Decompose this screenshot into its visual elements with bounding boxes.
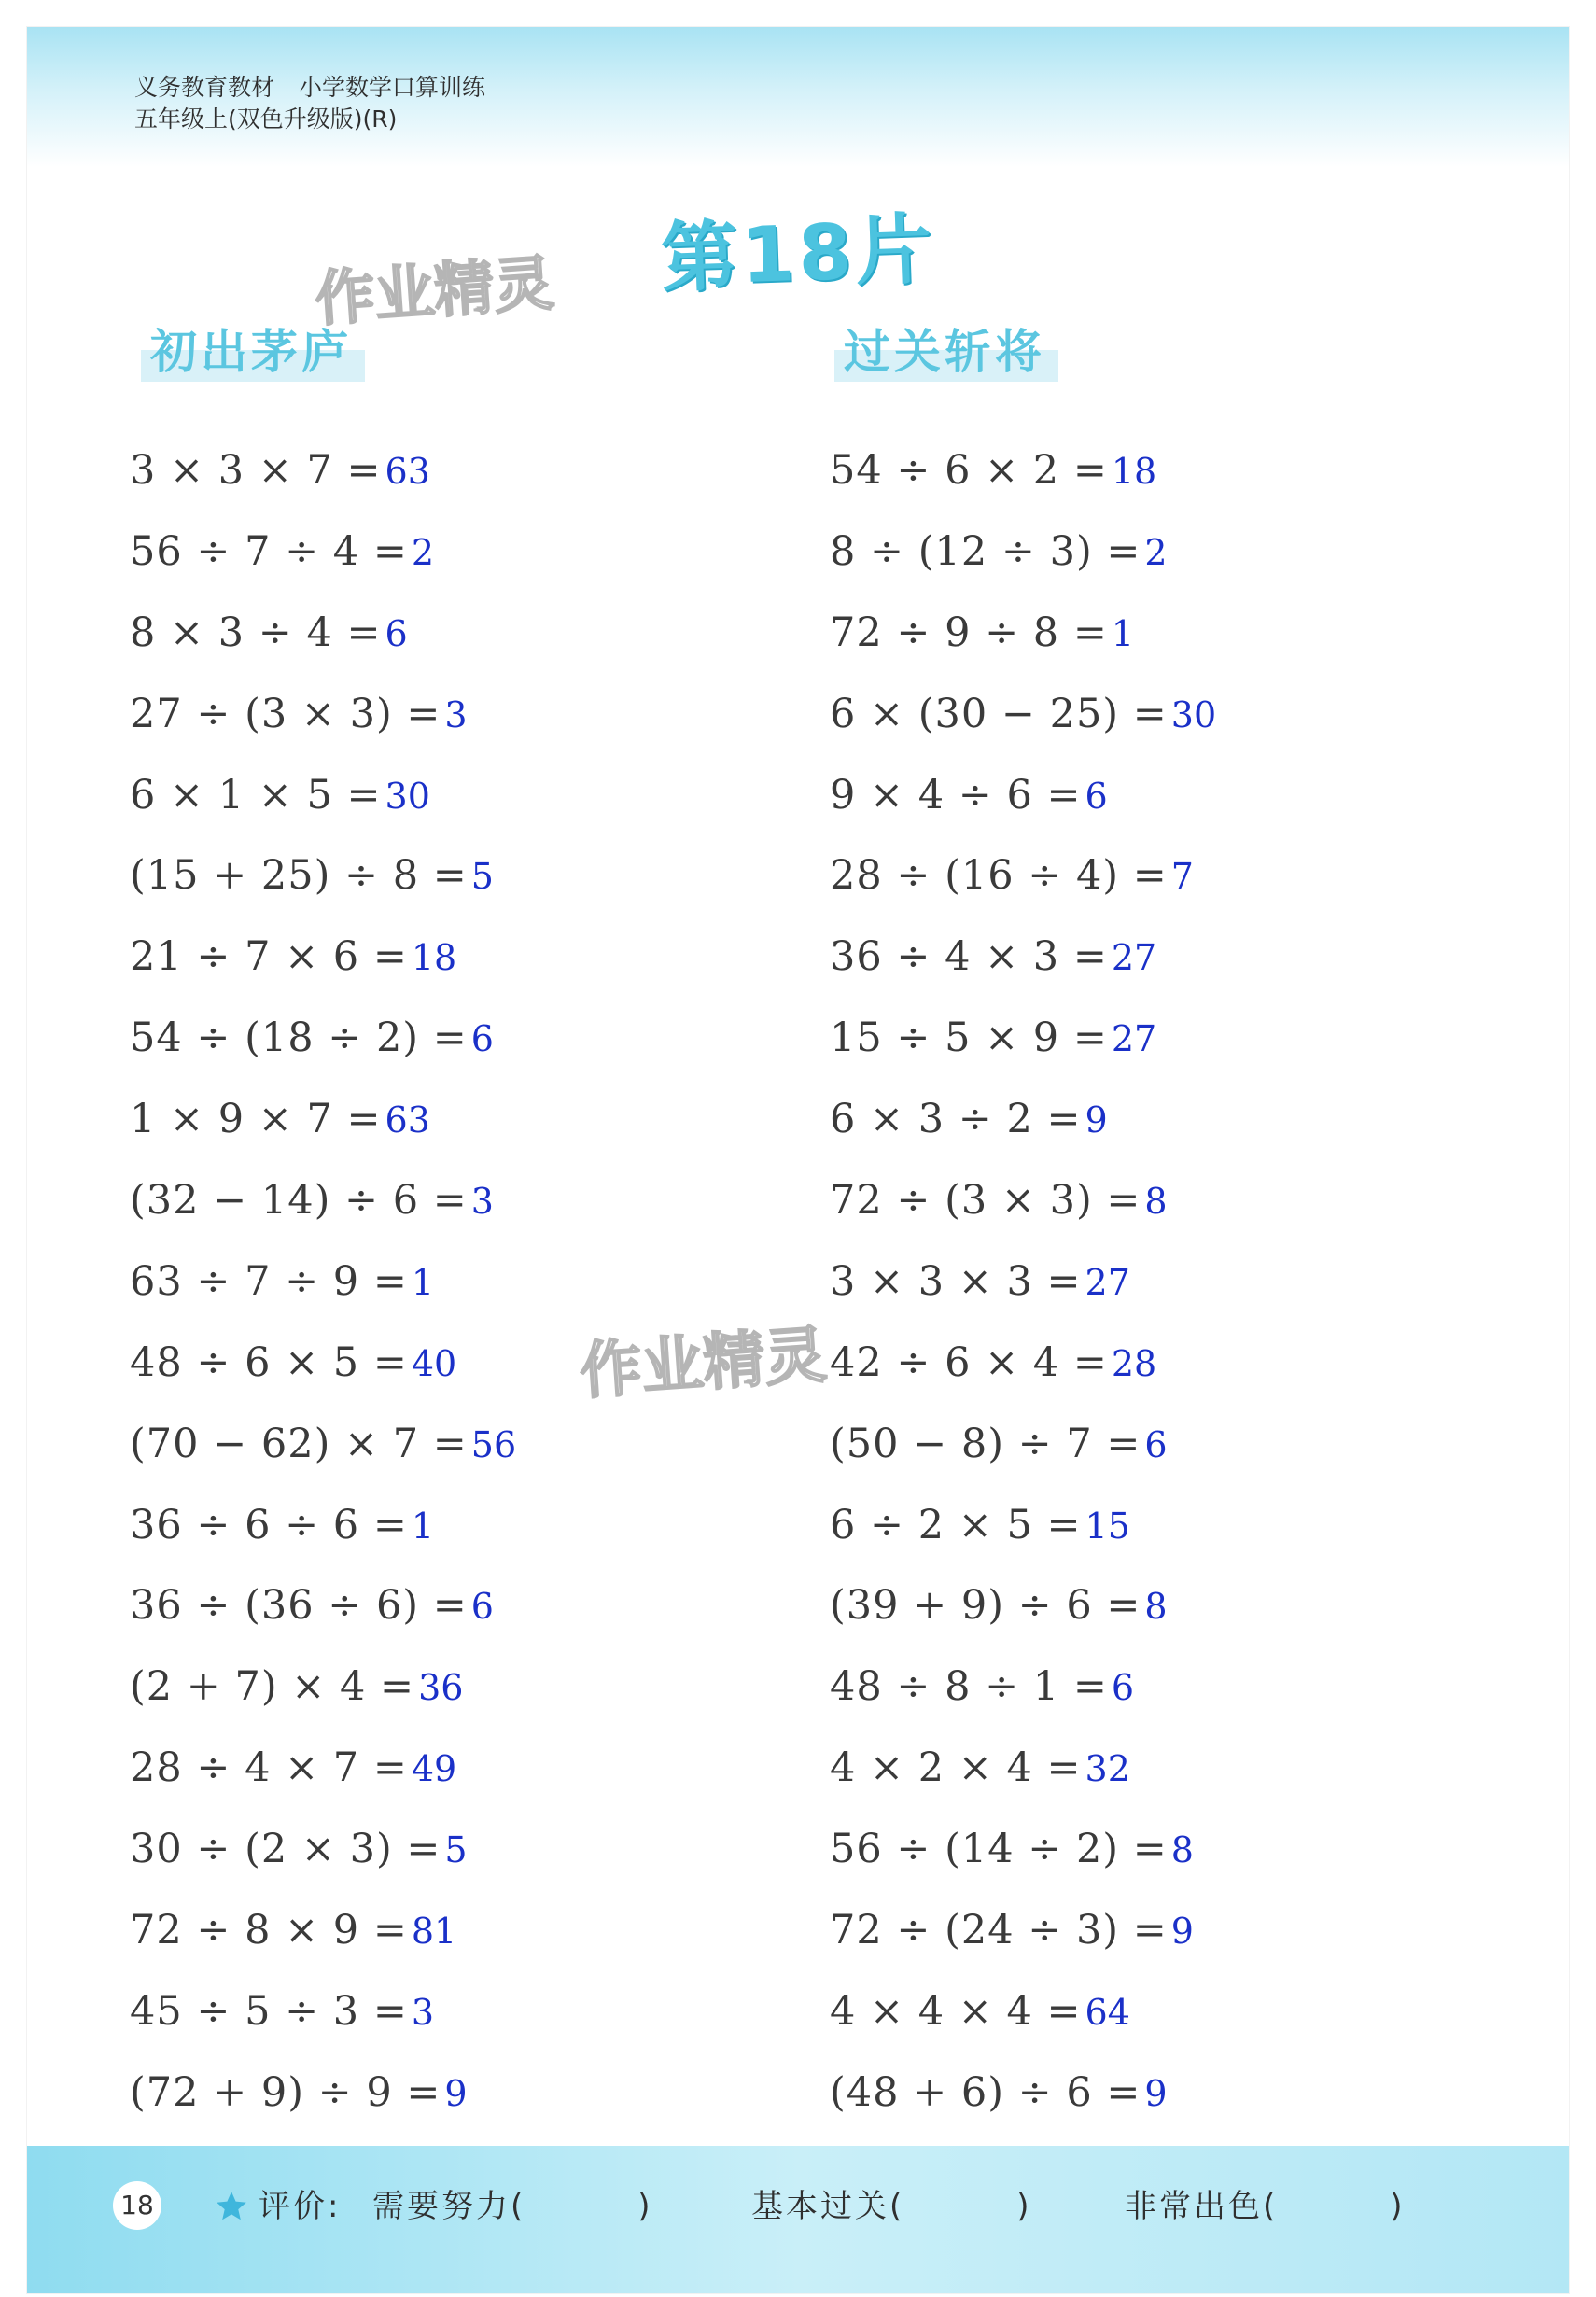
problem-row [130, 1663, 516, 1744]
problem-answer: 28 [1111, 1342, 1157, 1384]
sheet-title: 第18片 [659, 204, 937, 304]
problem-answer: 9 [1144, 2072, 1168, 2114]
problem-row [830, 852, 1216, 933]
problem-expression: 27 ÷ (3 × 3) = [130, 690, 441, 737]
eval-label: 评价: [259, 2188, 342, 2225]
problem-answer: 1 [1111, 612, 1135, 654]
problem-row [130, 1502, 516, 1583]
problem-row [130, 1907, 516, 1988]
problem-expression: 3 × 3 × 3 = [830, 1257, 1082, 1305]
problem-row [830, 1744, 1216, 1826]
watermark: 作业精灵 [313, 249, 556, 335]
problem-expression: 15 ÷ 5 × 9 = [830, 1015, 1108, 1062]
problem-expression: 48 ÷ 6 × 5 = [130, 1338, 408, 1386]
problem-answer: 63 [385, 451, 430, 492]
problem-answer: 40 [411, 1342, 457, 1384]
problem-answer: 18 [1111, 451, 1157, 492]
problem-row [130, 852, 516, 933]
problem-row [830, 1582, 1216, 1663]
problem-answer: 18 [411, 937, 457, 979]
problem-answer: 2 [411, 531, 435, 573]
problem-answer: 27 [1111, 937, 1157, 979]
problem-answer: 49 [411, 1748, 457, 1790]
problem-expression: 42 ÷ 6 × 4 = [830, 1338, 1108, 1386]
problem-expression: 6 × (30 − 25) = [830, 690, 1168, 737]
problem-row [130, 1421, 516, 1502]
problem-expression: 56 ÷ 7 ÷ 4 = [130, 527, 408, 575]
problem-expression: 72 ÷ 8 × 9 = [130, 1907, 408, 1954]
problem-row [130, 772, 516, 853]
problem-row [130, 1826, 516, 1907]
problem-column-right [830, 447, 1216, 2150]
problem-row [130, 528, 516, 609]
problem-expression: 72 ÷ (3 × 3) = [830, 1177, 1141, 1225]
book-info [134, 72, 510, 135]
problem-row [830, 1907, 1216, 1988]
problem-expression: 36 ÷ (36 ÷ 6) = [130, 1582, 468, 1630]
problem-expression: (32 − 14) ÷ 6 = [130, 1177, 468, 1225]
problem-expression: 28 ÷ 4 × 7 = [130, 1744, 408, 1792]
problem-expression: 8 × 3 ÷ 4 = [130, 609, 382, 656]
workbook-page [26, 26, 1570, 2294]
problem-answer: 15 [1085, 1505, 1130, 1547]
problem-expression: 21 ÷ 7 × 6 = [130, 933, 408, 981]
problem-expression: 72 ÷ (24 ÷ 3) = [830, 1907, 1168, 1954]
eval-option-excellent[interactable]: 非常出色( ) [1125, 2188, 1406, 2225]
problem-row [830, 1096, 1216, 1177]
problem-answer: 6 [1144, 1423, 1168, 1465]
problem-answer: 63 [385, 1099, 430, 1141]
problem-answer: 30 [385, 775, 430, 817]
problem-answer: 1 [411, 1261, 435, 1303]
problem-answer: 9 [1170, 1911, 1194, 1953]
section-title-right: 过关斩将 [844, 315, 1045, 380]
problem-row [830, 528, 1216, 609]
problem-answer: 8 [1144, 1586, 1168, 1628]
book-series: 义务教育教材 [134, 74, 275, 101]
problem-answer: 30 [1170, 693, 1217, 735]
problem-expression: 28 ÷ (16 ÷ 4) = [830, 852, 1168, 900]
page-number: 18 [113, 2181, 161, 2230]
problem-row [130, 1988, 516, 2069]
problem-row [130, 691, 516, 772]
problem-row [830, 1421, 1216, 1502]
problem-expression: 6 ÷ 2 × 5 = [830, 1501, 1082, 1548]
eval-option-needs-effort[interactable]: 需要努力( ) [372, 2188, 653, 2225]
book-edition: 五年级上(双色升级版)(R) [134, 105, 398, 133]
problem-row [130, 1258, 516, 1339]
problem-expression: 4 × 2 × 4 = [830, 1744, 1082, 1792]
problem-answer: 5 [470, 856, 494, 898]
problem-answer: 2 [1144, 531, 1168, 573]
problem-answer: 9 [1085, 1099, 1108, 1141]
problem-row [130, 1177, 516, 1258]
problem-answer: 6 [1085, 775, 1108, 817]
problem-answer: 3 [444, 693, 468, 735]
eval-option-passed[interactable]: 基本过关( ) [751, 2188, 1032, 2225]
problem-expression: 45 ÷ 5 ÷ 3 = [130, 1987, 408, 2035]
problem-row [830, 447, 1216, 528]
problem-row [130, 1096, 516, 1177]
problem-row [130, 1015, 516, 1096]
problem-expression: (48 + 6) ÷ 6 = [830, 2068, 1141, 2116]
problem-answer: 3 [411, 1991, 435, 2033]
problem-answer: 1 [411, 1505, 435, 1547]
problem-row [830, 1015, 1216, 1096]
problem-expression: 9 × 4 ÷ 6 = [830, 771, 1082, 819]
problem-answer: 9 [444, 2072, 468, 2114]
problem-answer: 36 [418, 1667, 464, 1709]
problem-expression: 30 ÷ (2 × 3) = [130, 1826, 441, 1873]
problem-expression: 3 × 3 × 7 = [130, 447, 382, 494]
problem-expression: 6 × 3 ÷ 2 = [830, 1096, 1082, 1143]
problem-answer: 81 [411, 1911, 457, 1953]
watermark: 作业精灵 [578, 1318, 829, 1408]
problem-expression: 6 × 1 × 5 = [130, 771, 382, 819]
problem-expression: 36 ÷ 6 ÷ 6 = [130, 1501, 408, 1548]
problem-row [830, 691, 1216, 772]
problem-answer: 8 [1144, 1181, 1168, 1223]
problem-row [830, 1177, 1216, 1258]
problem-row [830, 1663, 1216, 1744]
problem-row [830, 609, 1216, 691]
problem-expression: 4 × 4 × 4 = [830, 1987, 1082, 2035]
problem-expression: 36 ÷ 4 × 3 = [830, 933, 1108, 981]
problem-expression: (39 + 9) ÷ 6 = [830, 1582, 1141, 1630]
problem-expression: 56 ÷ (14 ÷ 2) = [830, 1826, 1168, 1873]
problem-row [130, 447, 516, 528]
star-icon [214, 2189, 249, 2224]
problem-answer: 3 [470, 1181, 494, 1223]
problem-expression: (2 + 7) × 4 = [130, 1663, 415, 1711]
problem-answer: 27 [1085, 1261, 1130, 1303]
problem-answer: 56 [470, 1423, 517, 1465]
problem-row [830, 2069, 1216, 2150]
problem-row [130, 933, 516, 1015]
problem-answer: 8 [1170, 1829, 1194, 1871]
problem-row [830, 772, 1216, 853]
problem-expression: 72 ÷ 9 ÷ 8 = [830, 609, 1108, 656]
problem-row [830, 1988, 1216, 2069]
problem-row [830, 1826, 1216, 1907]
problem-expression: (50 − 8) ÷ 7 = [830, 1420, 1141, 1467]
problem-row [130, 2069, 516, 2150]
problem-answer: 7 [1170, 856, 1194, 898]
problem-expression: 8 ÷ (12 ÷ 3) = [830, 527, 1141, 575]
book-name: 小学数学口算训练 [299, 74, 486, 101]
problem-answer: 6 [470, 1586, 494, 1628]
problem-row [130, 1582, 516, 1663]
problem-answer: 5 [444, 1829, 468, 1871]
problem-row [830, 933, 1216, 1015]
problem-expression: 1 × 9 × 7 = [130, 1096, 382, 1143]
problem-row [130, 609, 516, 691]
section-title-left: 初出茅庐 [150, 315, 352, 380]
problem-row [130, 1744, 516, 1826]
problem-row [830, 1339, 1216, 1421]
problem-expression: 54 ÷ 6 × 2 = [830, 447, 1108, 494]
problem-expression: (72 + 9) ÷ 9 = [130, 2068, 441, 2116]
problem-answer: 32 [1085, 1748, 1130, 1790]
problem-row [830, 1258, 1216, 1339]
problem-expression: (70 − 62) × 7 = [130, 1420, 468, 1467]
problem-answer: 27 [1111, 1018, 1157, 1060]
problem-expression: 63 ÷ 7 ÷ 9 = [130, 1257, 408, 1305]
problem-expression: (15 + 25) ÷ 8 = [130, 852, 468, 900]
problem-row [130, 1339, 516, 1421]
problem-answer: 6 [470, 1018, 494, 1060]
problem-answer: 6 [1111, 1667, 1135, 1709]
problem-expression: 48 ÷ 8 ÷ 1 = [830, 1663, 1108, 1711]
problem-expression: 54 ÷ (18 ÷ 2) = [130, 1015, 468, 1062]
problem-row [830, 1502, 1216, 1583]
problem-column-left [130, 447, 516, 2150]
problem-answer: 64 [1085, 1991, 1130, 2033]
problem-answer: 6 [385, 612, 408, 654]
